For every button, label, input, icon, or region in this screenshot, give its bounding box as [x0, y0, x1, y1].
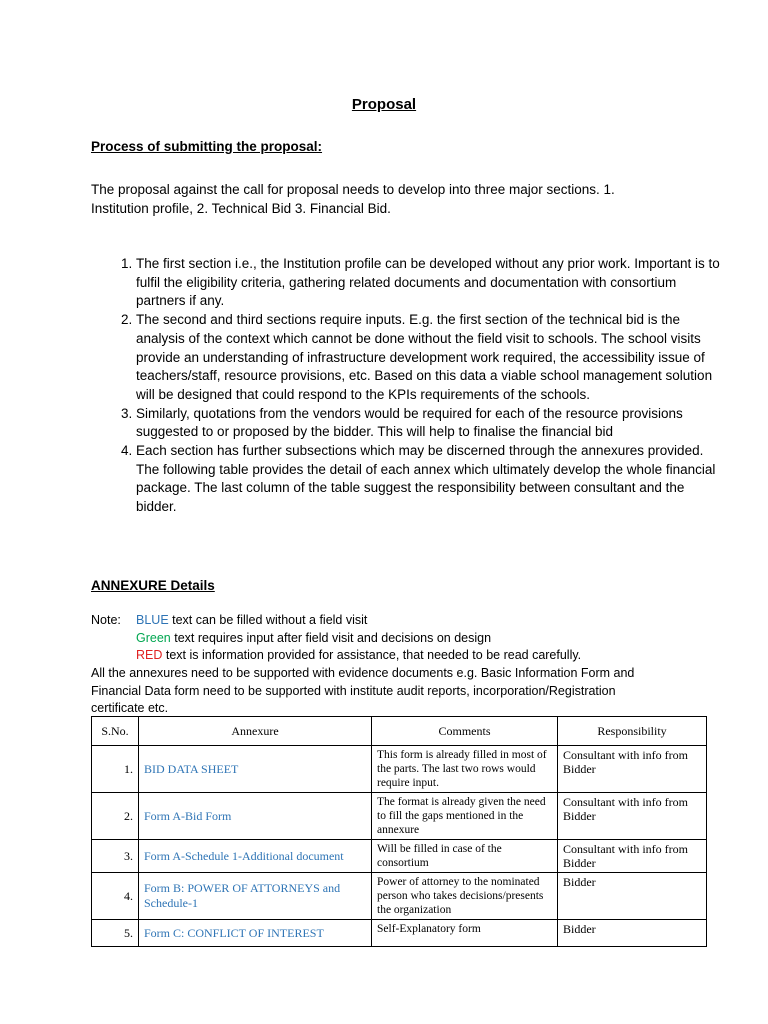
cell-responsibility: Bidder	[558, 873, 707, 920]
cell-annexure: BID DATA SHEET	[139, 746, 372, 793]
blue-word: BLUE	[136, 613, 169, 627]
cell-comments: This form is already filled in most of the parts. The last two rows would require input.	[372, 746, 558, 793]
red-description: text is information provided for assistance, that needed to be read carefully.	[162, 648, 582, 662]
cell-annexure: Form B: POWER OF ATTORNEYS and Schedule-1	[139, 873, 372, 920]
cell-responsibility: Consultant with info from Bidder	[558, 746, 707, 793]
table-row	[92, 793, 707, 840]
color-legend-note	[91, 612, 691, 665]
cell-annexure: Form A-Schedule 1-Additional document	[139, 840, 372, 873]
table-row	[92, 746, 707, 793]
cell-annexure: Form A-Bid Form	[139, 793, 372, 840]
annexure-heading: ANNEXURE Details	[91, 578, 215, 593]
cell-responsibility: Bidder	[558, 920, 707, 947]
evidence-note: All the annexures need to be supported with evidence documents e.g. Basic Information Form and Financial Data form need to be supported with institute audit reports, incorporation/Registration certificate etc.	[91, 666, 635, 715]
intro-paragraph: The proposal against the call for proposal needs to develop into three major sections. 1. Institution profile, 2. Technical Bid 3. Financial Bid.	[91, 182, 615, 216]
cell-comments: The format is already given the need to fill the gaps mentioned in the annexure	[372, 793, 558, 840]
cell-annexure: Form C: CONFLICT OF INTEREST	[139, 920, 372, 947]
cell-responsibility: Consultant with info from Bidder	[558, 840, 707, 873]
list-item: 3. Similarly, quotations from the vendors would be required for each of the resource provisions suggested to or proposed by the bidder. This will help to finalise the financial bid	[136, 405, 726, 442]
red-word: RED	[136, 648, 163, 662]
cell-comments: Will be filled in case of the consortium	[372, 840, 558, 873]
cell-sno: 1.	[92, 746, 139, 793]
green-description: text requires input after field visit and decisions on design	[170, 630, 492, 645]
header-annexure: Annexure	[139, 717, 372, 746]
table-row	[92, 840, 707, 873]
table-row	[92, 920, 707, 947]
cell-comments: Power of attorney to the nominated person who takes decisions/presents the organization	[372, 873, 558, 920]
cell-sno: 4.	[92, 873, 139, 920]
cell-sno: 2.	[92, 793, 139, 840]
cell-comments: Self-Explanatory form	[372, 920, 558, 947]
cell-responsibility: Consultant with info from Bidder	[558, 793, 707, 840]
page-title: Proposal	[351, 96, 417, 113]
annexure-table	[91, 716, 707, 947]
steps-list	[91, 255, 726, 517]
cell-sno: 3.	[92, 840, 139, 873]
green-word: Green	[136, 630, 171, 645]
note-label: Note:	[91, 613, 121, 627]
list-item: 1. The first section i.e., the Institution profile can be developed without any prior work. Important is to fulfil the eligibility criteria, gathering related documents and documentation with consortium partners if any.	[136, 255, 726, 311]
header-responsibility: Responsibility	[558, 717, 707, 746]
table-header-row	[92, 717, 707, 746]
section-heading: Process of submitting the proposal:	[91, 139, 323, 154]
list-item: 4. Each section has further subsections which may be discerned through the annexures provided. The following table provides the detail of each annex which ultimately develop the whole financial package. The last column of the table suggest the responsibility between consultant and the bidder.	[136, 442, 726, 517]
list-item: 2. The second and third sections require inputs. E.g. the first section of the technical bid is the analysis of the context which cannot be done without the field visit to schools. The school visits provide an understanding of infrastructure development work required, the accessibility issue of teachers/staff, resource provisions, etc. Based on this data a viable school management solution will be designed that could respond to the KPIs requirements of the schools.	[136, 311, 726, 405]
header-sno: S.No.	[92, 717, 139, 746]
blue-description: text can be filled without a field visit	[168, 613, 368, 627]
cell-sno: 5.	[92, 920, 139, 947]
header-comments: Comments	[372, 717, 558, 746]
table-row	[92, 873, 707, 920]
